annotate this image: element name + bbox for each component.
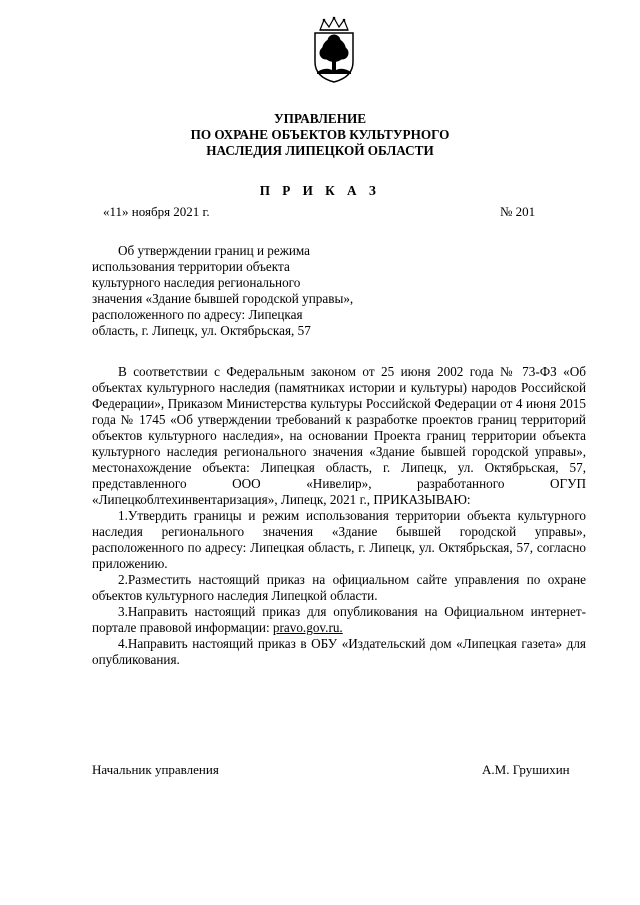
- organization-name-line-1: УПРАВЛЕНИЕ: [273, 111, 367, 126]
- order-body: [92, 364, 586, 668]
- order-number: № 201: [500, 204, 536, 219]
- subject-line: использования территории объекта: [92, 259, 290, 274]
- subject-line: культурного наследия регионального: [92, 275, 301, 290]
- order-title: П Р И К А З: [259, 183, 381, 198]
- order-subject: [92, 243, 432, 339]
- preamble-paragraph: В соответствии с Федеральным законом от 25 июня 2002 года № 73-ФЗ «Об объектах культурного наследия (памятниках истории и культуры) народов Российской Федерации», Приказом Министерства культуры Российской Федерации от 4 июня 2015 года № 1745 «Об утверждении требований к разработке проектов границ территорий объектов культурного наследия», на основании Проекта границ территории объекта культурного наследия регионального значения «Здание бывшей городской управы», местонахождение объекта: Липецкая область, г. Липецк, ул. Октябрьская, 57, представленного ООО «Нивелир», разработанного ОГУП «Липецкоблтехинвентаризация», Липецк, 2021 г., ПРИКАЗЫВАЮ:: [92, 364, 586, 507]
- order-item-1: 1.Утвердить границы и режим использования территории объекта культурного наследия регионального значения «Здание бывшей городской управы», расположенного по адресу: Липецкая область, г. Липецк, ул. Октябрьская, 57, согласно приложению.: [92, 508, 586, 571]
- order-date: «11» ноября 2021 г.: [103, 204, 210, 219]
- pravo-gov-link[interactable]: pravo.gov.ru.: [272, 620, 343, 635]
- order-item-2: 2.Разместить настоящий приказ на официальном сайте управления по охране объектов культурного наследия Липецкой области.: [92, 572, 586, 603]
- organization-name-line-2: ПО ОХРАНЕ ОБЪЕКТОВ КУЛЬТУРНОГО: [190, 127, 450, 142]
- subject-line: Об утверждении границ и режима: [118, 243, 311, 258]
- signatory-title: Начальник управления: [92, 762, 219, 777]
- order-item-3-text: 3.Направить настоящий приказ для опубликования на Официальном интернет-портале правовой информации:: [92, 604, 586, 635]
- signatory-name: А.М. Грушихин: [482, 762, 570, 777]
- subject-line: расположенного по адресу: Липецкая: [92, 307, 303, 322]
- subject-line: значения «Здание бывшей городской управы»,: [92, 291, 354, 306]
- order-item-4: 4.Направить настоящий приказ в ОБУ «Издательский дом «Липецкая газета» для опубликования.: [92, 636, 586, 667]
- order-item-3: [92, 604, 586, 636]
- coat-of-arms-icon: [306, 16, 362, 84]
- subject-line: область, г. Липецк, ул. Октябрьская, 57: [92, 323, 311, 338]
- organization-name-line-3: НАСЛЕДИЯ ЛИПЕЦКОЙ ОБЛАСТИ: [206, 143, 434, 158]
